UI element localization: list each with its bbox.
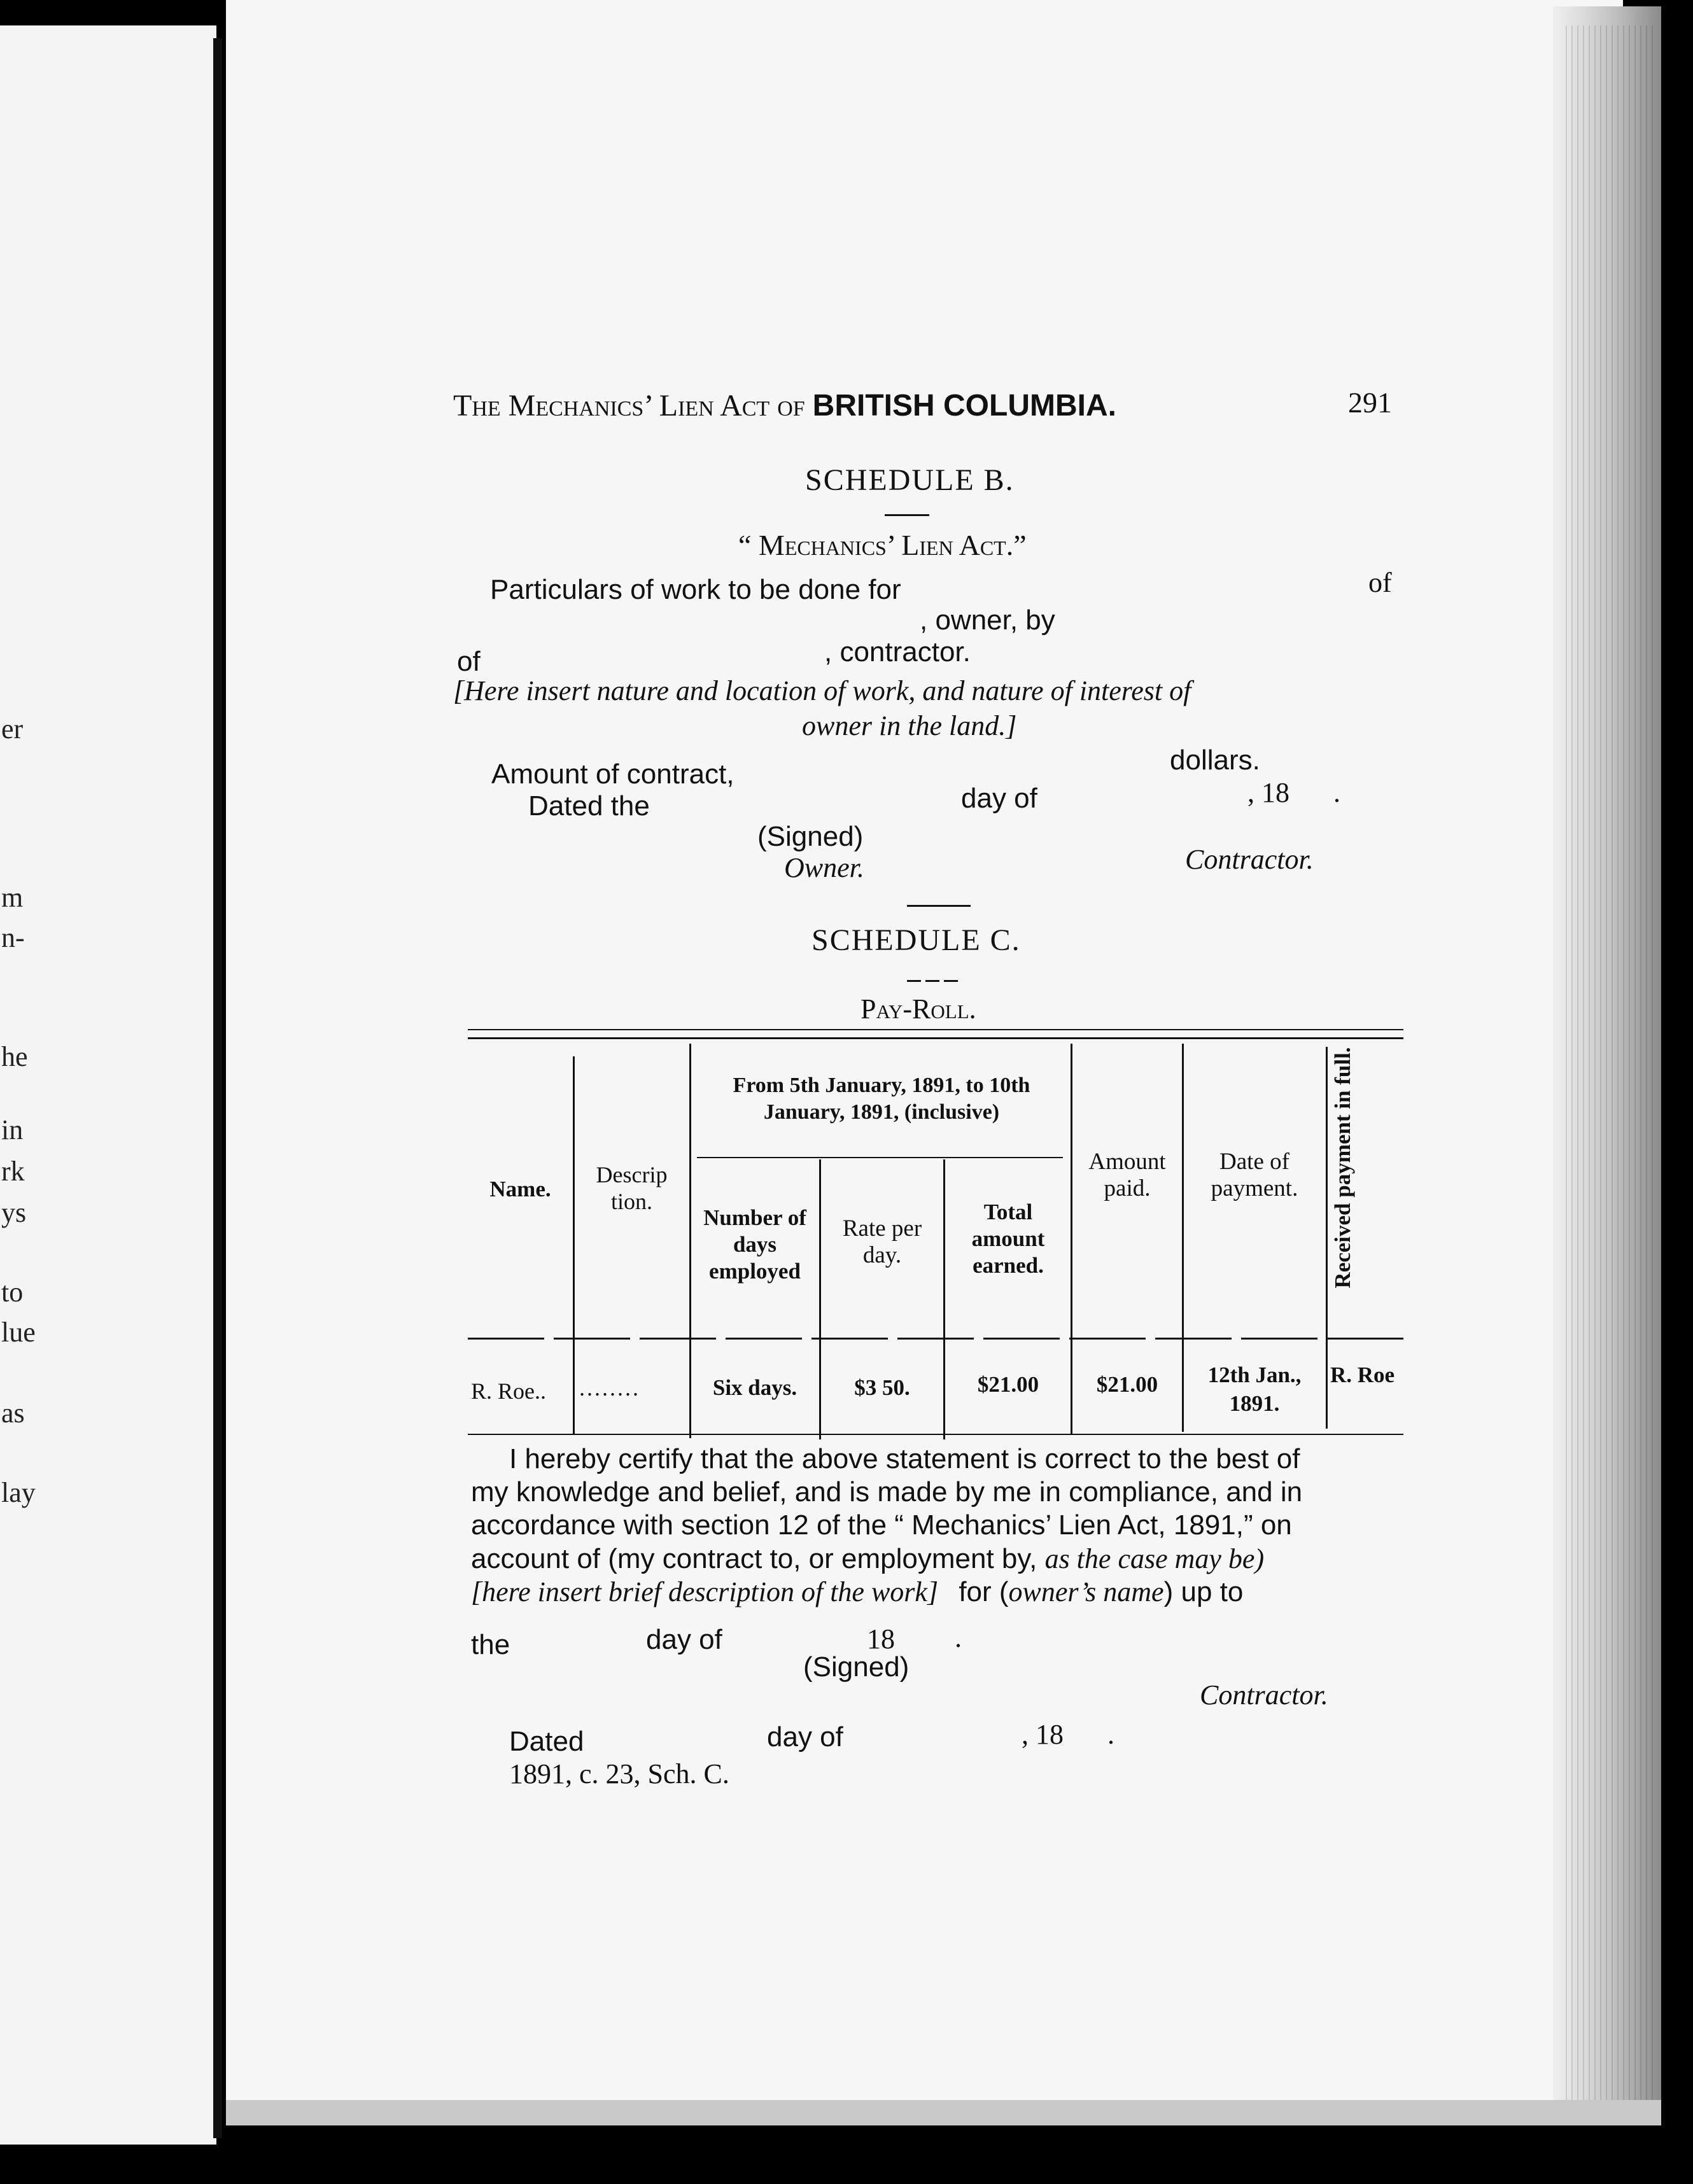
divider (885, 514, 929, 516)
insert-note-line-2: owner in the land.] (802, 710, 1017, 741)
row-name: R. Roe.. (471, 1378, 547, 1404)
table-column-rule (819, 1159, 821, 1439)
gutter-shadow (213, 38, 222, 2138)
row-total: $21.00 (977, 1372, 1039, 1397)
certify-signed: (Signed) (803, 1651, 910, 1683)
dated-period: . (1107, 1719, 1114, 1750)
col-header-period: From 5th January, 1891, to 10th January, 1891, (inclusive) (733, 1074, 1030, 1124)
dated-label: Dated (509, 1726, 584, 1757)
divider (907, 905, 971, 907)
certify-line-3: accordance with section 12 of the “ Mechanics’ Lien Act, 1891,” on (471, 1509, 1292, 1541)
left-page-fragment: in (1, 1114, 24, 1145)
table-column-rule (1071, 1044, 1072, 1435)
row-days: Six days. (712, 1375, 797, 1400)
col-header-days: Number of days employed (703, 1205, 806, 1284)
certify-line-2: my knowledge and belief, and is made by me in compliance, and in (471, 1476, 1303, 1508)
certify-line-5-owner-name: owner’s name (1008, 1576, 1164, 1607)
payroll-title: Pay-Roll. (861, 993, 976, 1025)
divider (944, 980, 958, 982)
owner-label: Owner. (784, 852, 864, 883)
dated-day-of: day of (767, 1721, 843, 1753)
table-header-rule (468, 1338, 1403, 1340)
divider (925, 980, 939, 982)
certify-line-4 (471, 1543, 1264, 1575)
left-page-fragment: ys (1, 1197, 27, 1228)
left-page-fragment: n- (1, 922, 25, 953)
act-title: “ Mechanics’ Lien Act.” (738, 529, 1027, 561)
left-page-fragment: to (1, 1277, 24, 1308)
left-page-fragment: er (1, 713, 24, 745)
col-header-name: Name. (489, 1177, 551, 1201)
divider (907, 980, 921, 982)
certify-contractor: Contractor. (1200, 1679, 1328, 1711)
certify-period: . (955, 1622, 962, 1653)
left-page (0, 25, 216, 2145)
insert-note-line-1: [Here insert nature and location of work, and nature of interest of (453, 675, 1191, 706)
certify-line-5-for: for ( (959, 1576, 1009, 1607)
page (226, 0, 1623, 2100)
period: . (1333, 777, 1340, 808)
particulars-of: of (1368, 567, 1392, 598)
year-18: , 18 (1247, 777, 1289, 808)
schedule-b-heading: SCHEDULE B. (805, 463, 1015, 497)
left-page-fragment: m (1, 882, 24, 913)
col-header-rate: Rate per day. (842, 1215, 922, 1268)
table-bottom-rule (468, 1434, 1403, 1435)
owner-by-line: , owner, by (920, 605, 1055, 636)
left-page-fragment: lue (1, 1317, 36, 1348)
of-label: of (457, 646, 481, 677)
page-edge-lines (1566, 25, 1655, 2125)
row-amount-paid: $21.00 (1096, 1372, 1158, 1397)
table-top-rule (468, 1037, 1403, 1039)
col-header-description: Descrip tion. (596, 1162, 668, 1214)
dated-the: Dated the (528, 790, 650, 822)
running-title-bold: BRITISH COLUMBIA. (812, 389, 1116, 423)
table-column-rule (1326, 1047, 1328, 1429)
table-column-rule (573, 1056, 575, 1435)
running-title-prefix: The Mechanics’ Lien Act of (453, 389, 805, 423)
table-column-rule (689, 1044, 691, 1438)
table-column-rule (1182, 1044, 1184, 1432)
left-page-fragment: lay (1, 1477, 36, 1508)
row-description: ........ (579, 1375, 640, 1401)
certify-line-5-italic: [here insert brief description of the work] (471, 1576, 939, 1607)
table-top-rule (468, 1029, 1403, 1030)
signed-label: (Signed) (757, 821, 864, 852)
dated-year: , 18 (1022, 1719, 1064, 1750)
table-column-rule (943, 1159, 945, 1439)
dollars-label: dollars. (1170, 745, 1260, 776)
particulars-line: Particulars of work to be done for (490, 574, 901, 605)
citation: 1891, c. 23, Sch. C. (509, 1758, 729, 1789)
amount-of-contract: Amount of contract, (491, 759, 734, 790)
row-received: R. Roe (1330, 1362, 1395, 1387)
schedule-c-heading: SCHEDULE C. (811, 923, 1021, 957)
page-bottom-shadow (226, 2100, 1661, 2125)
certify-line-1: I hereby certify that the above statement is correct to the best of (509, 1443, 1300, 1474)
left-page-fragment: rk (1, 1156, 25, 1187)
certify-line-4-text: account of (my contract to, or employment by, (471, 1543, 1037, 1574)
certify-line-5-up-to: ) up to (1163, 1576, 1244, 1607)
col-header-total: Total amount earned. (971, 1200, 1045, 1278)
col-header-date: Date of payment. (1211, 1149, 1298, 1201)
row-date-line-2: 1891. (1229, 1391, 1280, 1416)
certify-day-of: day of (646, 1624, 722, 1655)
row-rate: $3 50. (854, 1375, 910, 1400)
contractor-label: Contractor. (1185, 844, 1314, 875)
page-number: 291 (1348, 386, 1392, 419)
certify-line-5 (471, 1576, 1243, 1608)
col-header-amount-paid: Amount paid. (1088, 1149, 1166, 1201)
certify-the: the (471, 1629, 510, 1660)
day-of: day of (961, 783, 1037, 814)
certify-line-4-italic: as the case may be) (1044, 1543, 1265, 1574)
running-header (453, 388, 1116, 423)
table-subheader-rule (697, 1157, 1063, 1158)
certify-year: 18 (867, 1623, 895, 1655)
left-page-fragment: as (1, 1397, 25, 1429)
row-date-line-1: 12th Jan., (1207, 1362, 1302, 1387)
contractor-line: , contractor. (824, 636, 971, 668)
col-header-received: Received payment in full. (1330, 1047, 1355, 1289)
left-page-fragment: he (1, 1041, 28, 1072)
